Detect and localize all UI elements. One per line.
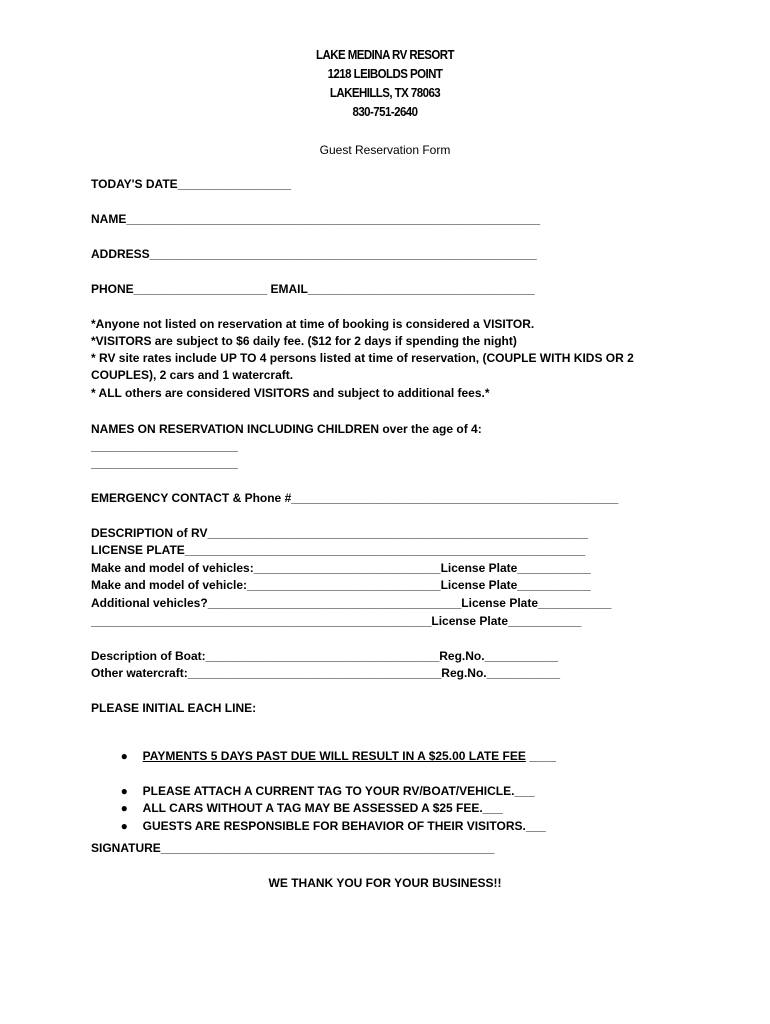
watercraft-field[interactable]: Other watercraft:______________________________________Reg.No.___________ <box>91 666 561 680</box>
phone-email-field[interactable]: PHONE____________________ EMAIL__________________________________ <box>91 282 535 296</box>
late-fee-text: PAYMENTS 5 DAYS PAST DUE WILL RESULT IN A $25.00 LATE FEE <box>142 749 526 763</box>
initial-heading: PLEASE INITIAL EACH LINE: <box>91 701 257 715</box>
address-field[interactable]: ADDRESS__________________________________________________________ <box>91 247 537 261</box>
resort-street: 1218 LEIBOLDS POINT <box>327 67 443 81</box>
signature-field[interactable]: SIGNATURE__________________________________________________ <box>91 841 495 855</box>
guests-text: GUESTS ARE RESPONSIBLE FOR BEHAVIOR OF THEIR VISITORS.___ <box>142 819 546 833</box>
resort-name: LAKE MEDINA RV RESORT <box>316 48 454 62</box>
resort-phone: 830-751-2640 <box>352 105 418 119</box>
rv-rates-note-cont: COUPLES), 2 cars and 1 watercraft. <box>91 368 294 382</box>
names-blank-2[interactable]: ______________________ <box>91 456 238 470</box>
form-title: Guest Reservation Form <box>319 143 451 157</box>
additional-vehicles-field[interactable]: Additional vehicles?______________________________________License Plate___________ <box>91 596 612 610</box>
cars-text: ALL CARS WITHOUT A TAG MAY BE ASSESSED A $25 FEE.___ <box>142 801 503 815</box>
initial-item-late-fee[interactable] <box>114 735 556 763</box>
rv-rates-note: * RV site rates include UP TO 4 persons listed at time of reservation, (COUPLE WITH KIDS OR 2 <box>91 351 634 365</box>
resort-header <box>0 46 770 122</box>
thank-you-text: WE THANK YOU FOR YOUR BUSINESS!! <box>268 876 502 890</box>
license-plate-field[interactable]: LICENSE PLATE____________________________________________________________ <box>91 543 586 557</box>
others-note: * ALL others are considered VISITORS and subject to additional fees.* <box>91 386 490 400</box>
name-field[interactable]: NAME______________________________________________________________ <box>91 212 541 226</box>
initial-item-guests[interactable] <box>114 805 546 833</box>
rv-description-field[interactable]: DESCRIPTION of RV_________________________________________________________ <box>91 526 588 540</box>
vehicle-1-field[interactable]: Make and model of vehicles:____________________________License Plate___________ <box>91 561 591 575</box>
vehicle-2-field[interactable]: Make and model of vehicle:_____________________________License Plate___________ <box>91 578 591 592</box>
names-label: NAMES ON RESERVATION INCLUDING CHILDREN over the age of 4: <box>91 422 482 436</box>
extra-vehicle-field[interactable]: ___________________________________________________License Plate___________ <box>91 614 582 628</box>
bullet-icon: ● <box>120 801 128 815</box>
todays-date-field[interactable]: TODAY'S DATE_________________ <box>91 177 292 191</box>
names-blank-1[interactable]: ______________________ <box>91 439 238 453</box>
bullet-icon: ● <box>120 749 128 763</box>
bullet-icon: ● <box>120 819 128 833</box>
emergency-contact-field[interactable]: EMERGENCY CONTACT & Phone #_________________________________________________ <box>91 491 619 505</box>
bullet-icon: ● <box>120 784 128 798</box>
boat-field[interactable]: Description of Boat:___________________________________Reg.No.___________ <box>91 649 558 663</box>
visitor-note: *Anyone not listed on reservation at time of booking is considered a VISITOR. <box>91 317 535 331</box>
tag-text: PLEASE ATTACH A CURRENT TAG TO YOUR RV/BOAT/VEHICLE.___ <box>142 784 535 798</box>
late-fee-initial-blank[interactable]: ____ <box>525 749 556 763</box>
resort-city: LAKEHILLS, TX 78063 <box>329 86 441 100</box>
visitor-fee-note: *VISITORS are subject to $6 daily fee. ($12 for 2 days if spending the night) <box>91 334 517 348</box>
